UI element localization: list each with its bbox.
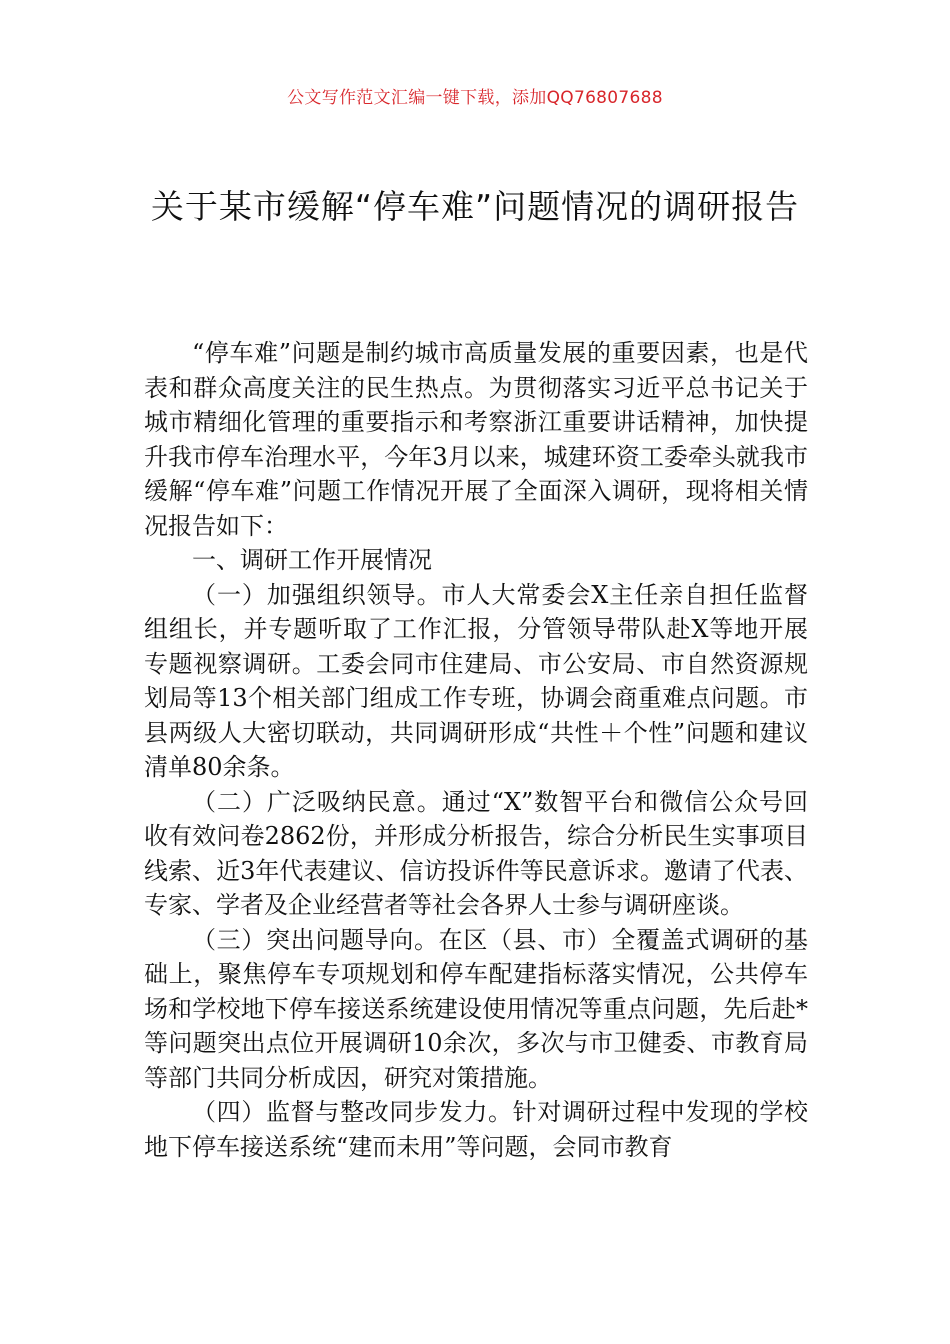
- header-watermark-note: 公文写作范文汇编一键下载，添加QQ76807688: [287, 88, 663, 108]
- paragraph-organization: （一）加强组织领导。市人大常委会X主任亲自担任监督组组长，并专题听取了工作汇报，分管领导带队赴X等地开展专题视察调研。工委会同市住建局、市公安局、市自然资源规划局等13个相关部门组成工作专班，协调会商重难点问题。市县两级人大密切联动，共同调研形成“共性＋个性”问题和建议清单80余条。: [144, 580, 808, 781]
- document-body: [144, 336, 808, 1164]
- paragraph-problem-oriented: （三）突出问题导向。在区（县、市）全覆盖式调研的基础上，聚焦停车专项规划和停车配建指标落实情况，公共停车场和学校地下停车接送系统建设使用情况等重点问题，先后赴*等问题突出点位开展调研10余次，多次与市卫健委、市教育局等部门共同分析成因，研究对策措施。: [144, 925, 808, 1092]
- paragraph-supervision-rectification: （四）监督与整改同步发力。针对调研过程中发现的学校地下停车接送系统“建而未用”等问题，会同市教育: [144, 1098, 808, 1161]
- section-heading-1: 一、调研工作开展情况: [192, 546, 432, 574]
- document-title: 关于某市缓解“停车难”问题情况的调研报告: [150, 187, 800, 226]
- paragraph-public-opinion: （二）广泛吸纳民意。通过“X”数智平台和微信公众号回收有效问卷2862份，并形成分析报告，综合分析民生实事项目线索、近3年代表建议、信访投诉件等民意诉求。邀请了代表、专家、学者及企业经营者等社会各界人士参与调研座谈。: [144, 787, 808, 919]
- intro-paragraph: “停车难”问题是制约城市高质量发展的重要因素，也是代表和群众高度关注的民生热点。为贯彻落实习近平总书记关于城市精细化管理的重要指示和考察浙江重要讲话精神，加快提升我市停车治理水平，今年3月以来，城建环资工委牵头就我市缓解“停车难”问题工作情况开展了全面深入调研，现将相关情况报告如下：: [144, 339, 808, 540]
